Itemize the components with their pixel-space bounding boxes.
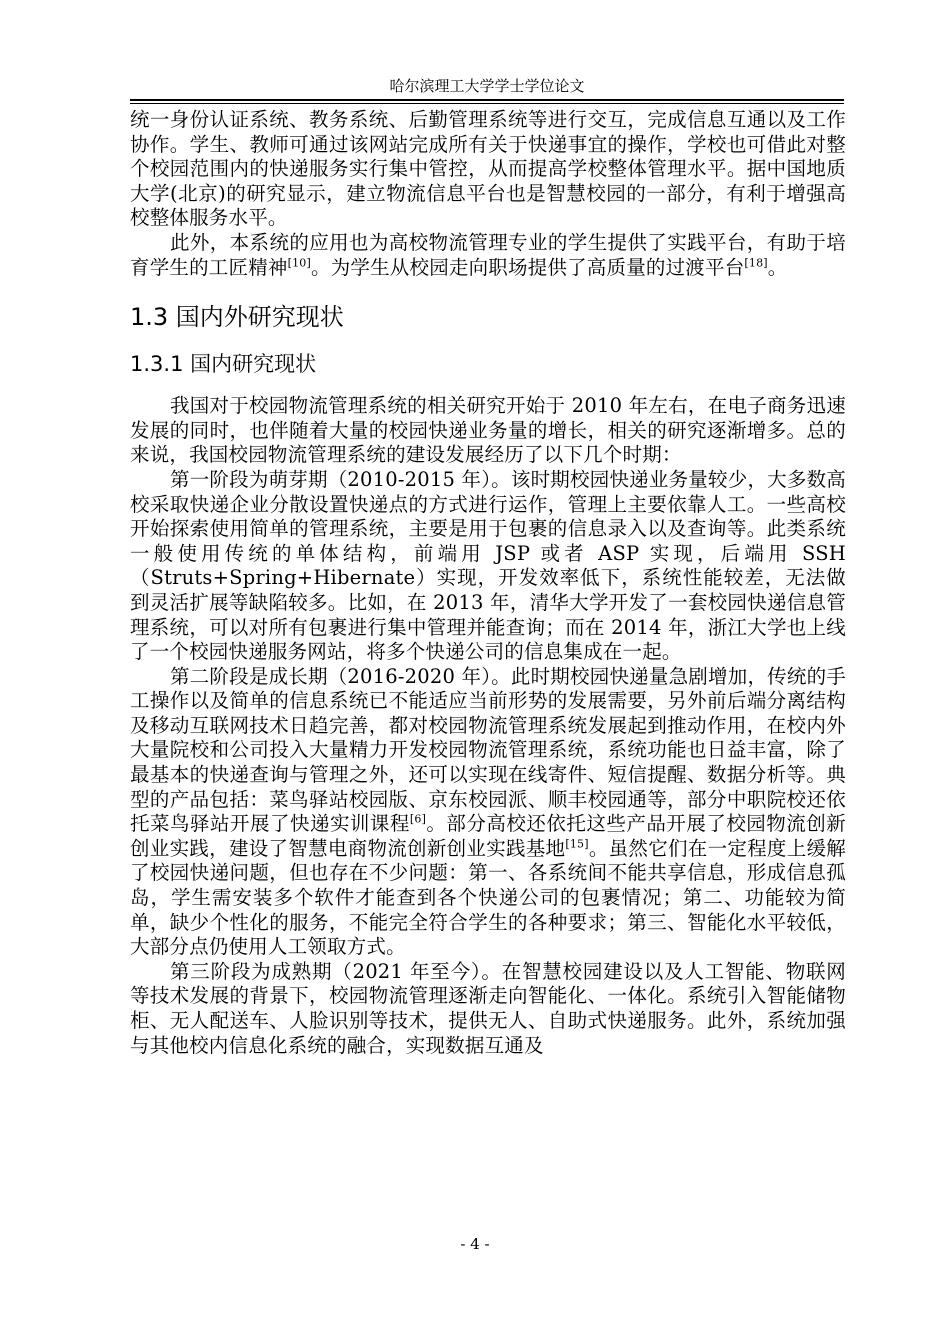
section-heading: 1.3 国内外研究现状 [130,303,344,332]
citation-ref: [15] [565,837,589,851]
citation-ref: [6] [409,812,427,826]
running-header: 哈尔滨理工大学学士学位论文 [389,77,585,95]
paragraph-3: 我国对于校园物流管理系统的相关研究开始于 2010 年左右，在电子商务迅速发展的同时，也伴随着大量的校园快递业务量的增长，相关的研究逐渐增多。总的来说，我国校园物流管理系统的建设发展经历了以下几个时期： [130,394,846,467]
paragraph-5-text-1: 第二阶段是成长期（2016-2020 年）。此时期校园快递量急剧增加，传统的手工操作以及简单的信息系统已不能适应当前形势的发展需要，另外前后端分离结构及移动互联网技术日趋完善，都对校园物流管理系统发展起到推动作用，在校内外大量院校和公司投入大量精力开发校园物流管理系统，系统功能也日益丰富，除了最基本的快递查询与管理之外，还可以实现在线寄件、短信提醒、数据分析等。典型的产品包括：菜鸟驿站校园版、京东校园派、顺丰校园通等，部分中职院校还依托菜鸟驿站开展了快递实训课程 [130,664,846,836]
page-content [130,108,846,1058]
paragraph-2-text-3: 。 [767,255,788,279]
paragraph-1: 统一身份认证系统、教务系统、后勤管理系统等进行交互，完成信息互通以及工作协作。学生、教师可通过该网站完成所有关于快递事宜的操作，学校也可借此对整个校园范围内的快递服务实行集中管控，从而提高学校整体管理水平。据中国地质大学(北京)的研究显示，建立物流信息平台也是智慧校园的一部分，有利于增强高校整体服务水平。 [130,108,846,230]
subsection-heading: 1.3.1 国内研究现状 [130,352,317,377]
paragraph-5-text-2: 。部分高校还依托这些产品开展了校园物流创新创业实践，建设了智慧电商物流创新创业实践基地 [130,812,846,860]
paragraph-2-text-1: 此外，本系统的应用也为高校物流管理专业的学生提供了实践平台，有助于培育学生的工匠精神 [130,230,846,279]
citation-ref: [18] [744,256,768,270]
paragraph-2-text-2: 。为学生从校园走向职场提供了高质量的过渡平台 [311,255,745,279]
paragraph-2 [130,231,846,280]
paragraph-4: 第一阶段为萌芽期（2010-2015 年）。该时期校园快递业务量较少，大多数高校采取快递企业分散设置快递点的方式进行运作，管理上主要依靠人工。一些高校开始探索使用简单的管理系统，主要是用于包裹的信息录入以及查询等。此类系统一般使用传统的单体结构，前端用 JSP 或者 ASP 实现，后端用 SSH（Struts+Spring+Hibernate）实现，开发效率低下，系统性能较差，无法做到灵活扩展等缺陷较多。比如，在 2013 年，清华大学开发了一套校园快递信息管理系统，可以对所有包裹进行集中管理并能查询；而在 2014 年，浙江大学也上线了一个校园快递服务网站，将多个快递公司的信息集成在一起。 [130,467,846,664]
citation-ref: [10] [287,256,311,270]
paragraph-6: 第三阶段为成熟期（2021 年至今）。在智慧校园建设以及人工智能、物联网等技术发展的背景下，校园物流管理逐渐走向智能化、一体化。系统引入智能储物柜、无人配送车、人脸识别等技术，提供无人、自助式快递服务。此外，系统加强与其他校内信息化系统的融合，实现数据互通及 [130,959,846,1057]
header-rule-thin [130,103,844,104]
paragraph-5-text-3: 。虽然它们在一定程度上缓解了校园快递问题，但也存在不少问题：第一、各系统间不能共享信息，形成信息孤岛，学生需安装多个软件才能查到各个快递公司的包裹情况；第二、功能较为简单，缺少个性化的服务，不能完全符合学生的各种要求；第三、智能化水平较低，大部分点仍使用人工领取方式。 [130,836,846,959]
paragraph-5 [130,665,846,960]
header-rule-thick [130,99,844,101]
page-number: - 4 - [460,1235,490,1253]
